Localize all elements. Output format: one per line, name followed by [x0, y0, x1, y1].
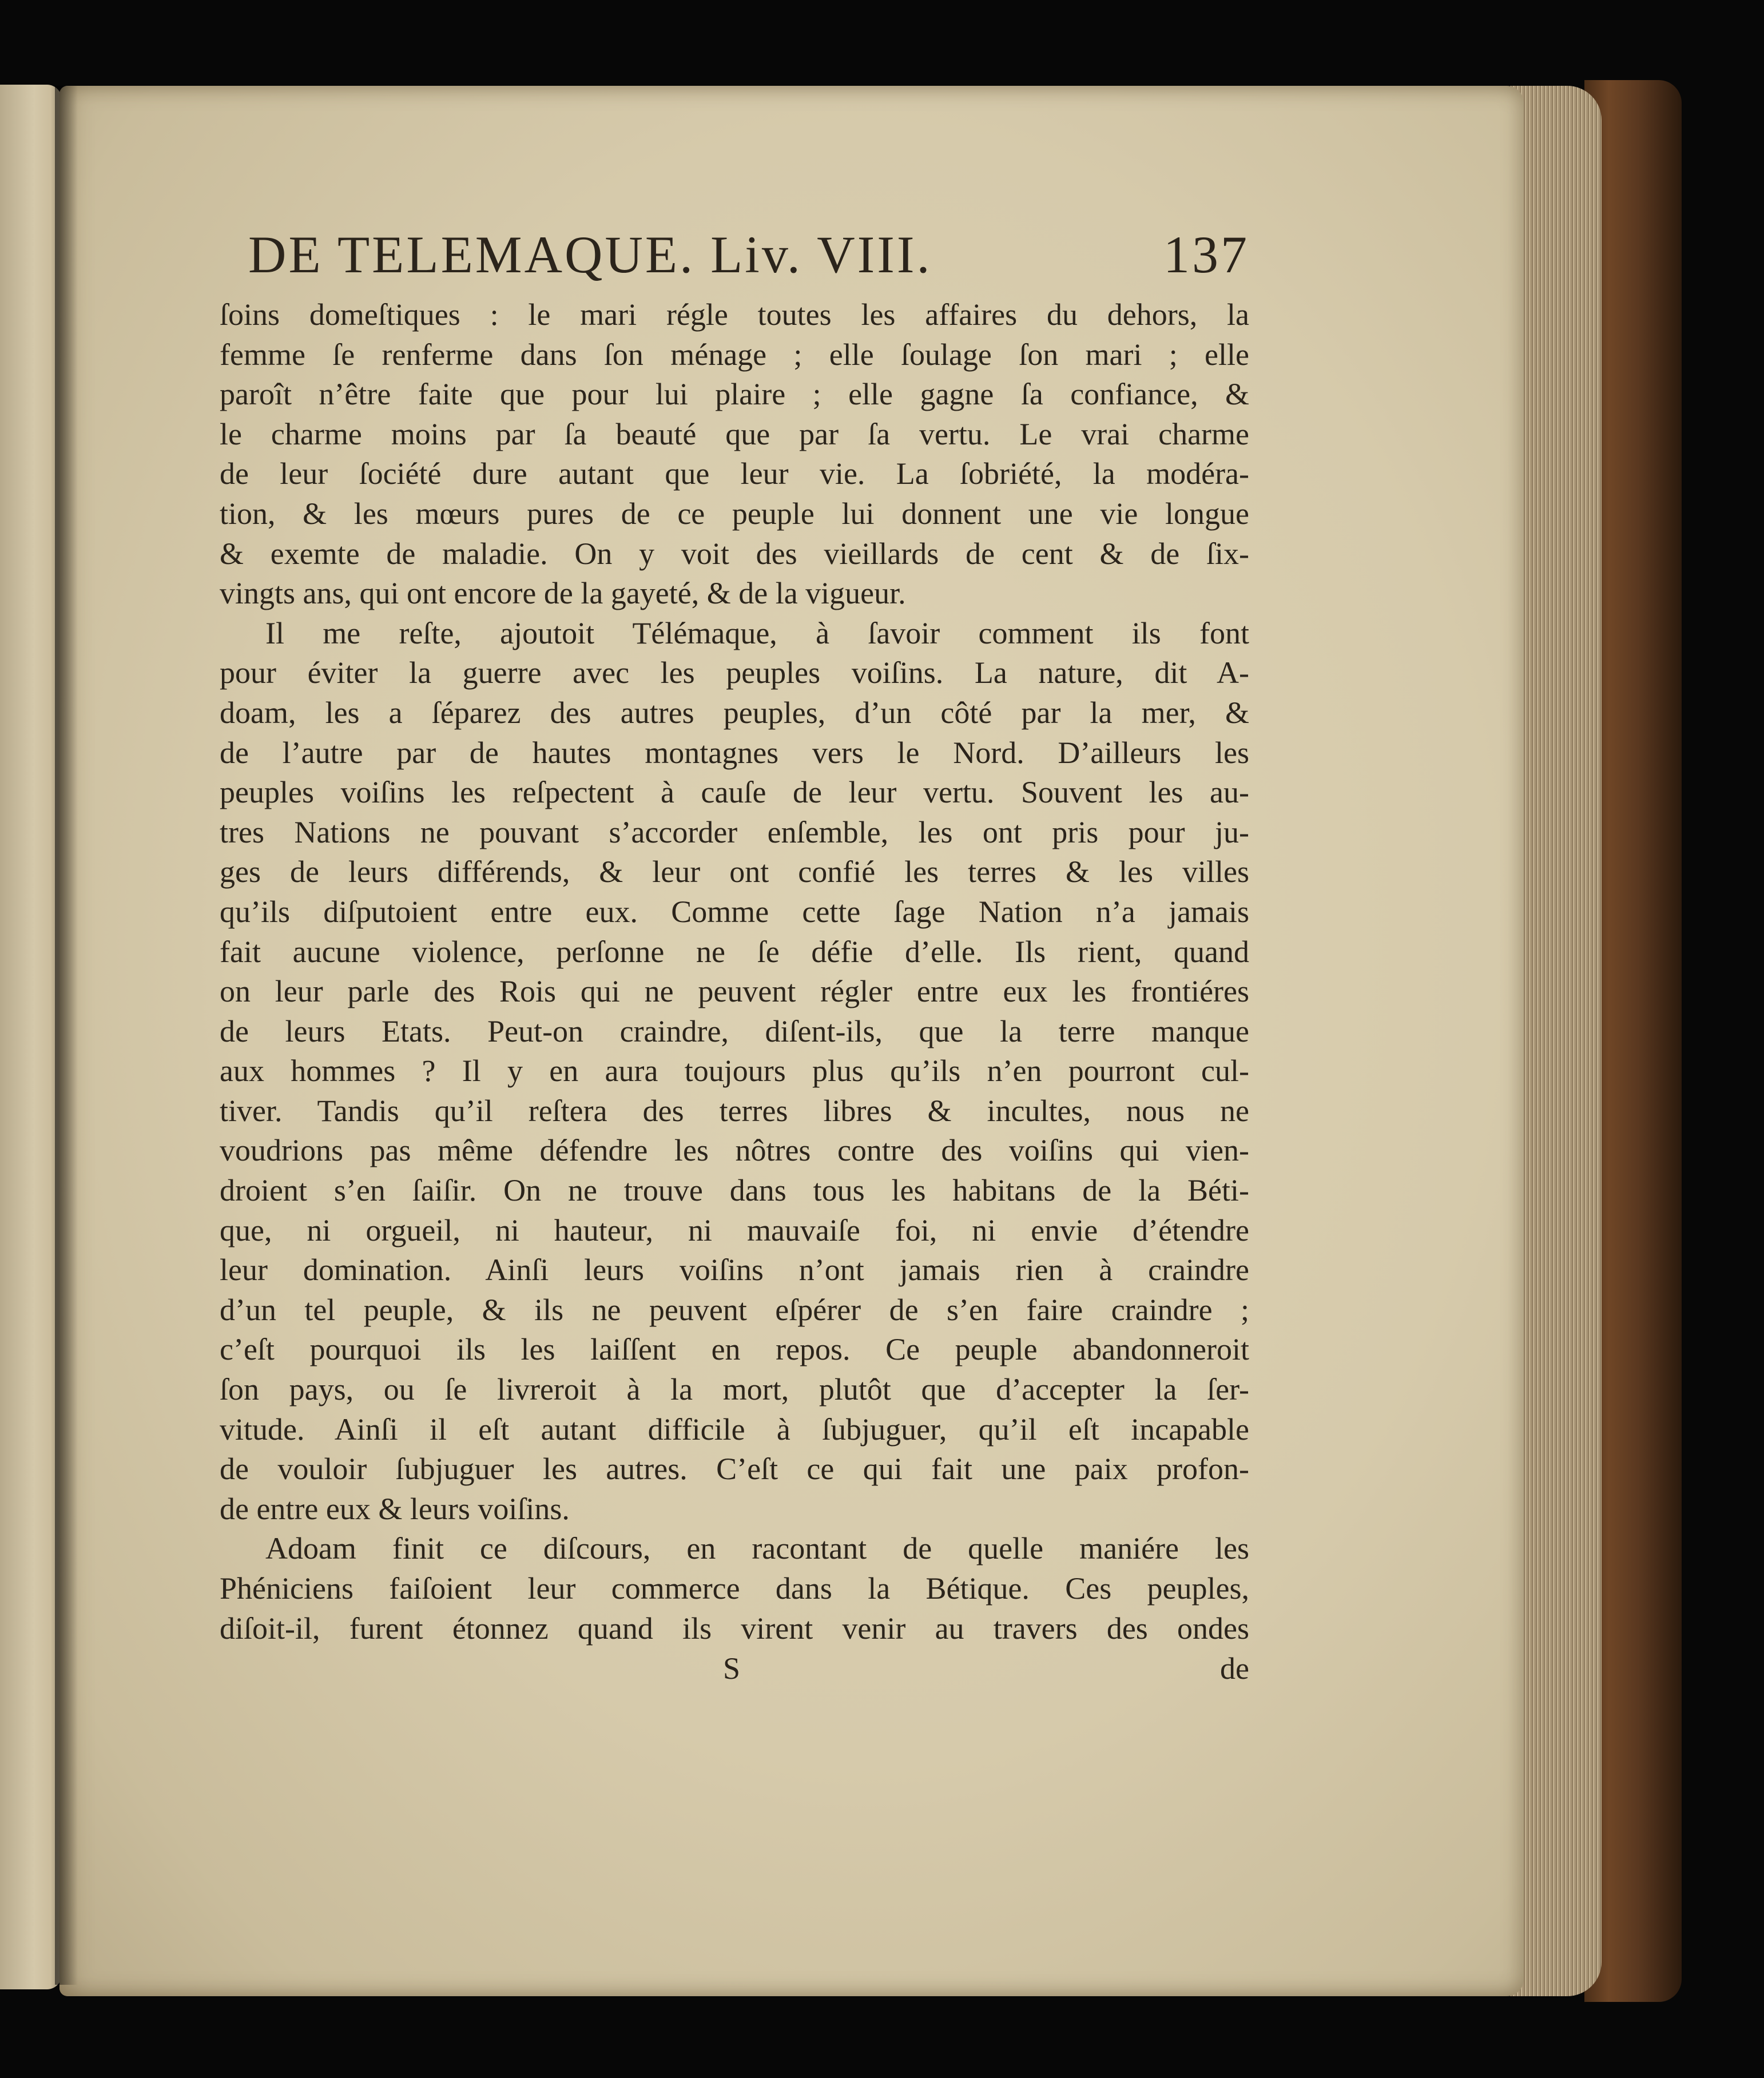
catchword: de: [1220, 1651, 1249, 1686]
text-line: leur domination. Ainſi leurs voiſins n’ont jamais rien à craindre: [220, 1253, 1249, 1288]
text-line: de leurs Etats. Peut-on craindre, diſent-ils, que la terre manque: [220, 1014, 1249, 1048]
text-line: peuples voiſins les reſpectent à cauſe de leur vertu. Souvent les au-: [220, 775, 1249, 810]
text-line: tion, & les mœurs pures de ce peuple lui donnent une vie longue: [220, 496, 1249, 531]
text-line: pour éviter la guerre avec les peuples voiſins. La nature, dit A-: [220, 655, 1249, 690]
text-line: de vouloir ſubjuguer les autres. C’eſt ce qui fait une paix profon-: [220, 1452, 1249, 1487]
text-line: ges de leurs différends, & leur ont confié les terres & les villes: [220, 855, 1249, 889]
text-line: c’eſt pourquoi ils les laiſſent en repos. Ce peuple abandonneroit: [220, 1332, 1249, 1367]
text-line: aux hommes ? Il y en aura toujours plus qu’ils n’en pourront cul-: [220, 1054, 1249, 1088]
text-line: tres Nations ne pouvant s’accorder enſemble, les ont pris pour ju-: [220, 814, 1249, 849]
signature-mark: S: [723, 1651, 741, 1686]
body-text: [220, 295, 1249, 1648]
text-line: qu’ils diſputoient entre eux. Comme cette ſage Nation n’a jamais: [220, 894, 1249, 929]
text-line: Phéniciens faiſoient leur commerce dans la Bétique. Ces peuples,: [220, 1571, 1249, 1606]
text-line: droient s’en ſaiſir. On ne trouve dans tous les habitans de la Béti-: [220, 1173, 1249, 1208]
text-line: Adoam finit ce diſcours, en racontant de quelle maniére les: [265, 1531, 1249, 1566]
book-page: [59, 86, 1524, 1996]
text-line: diſoit-il, furent étonnez quand ils virent venir au travers des ondes: [220, 1611, 1249, 1646]
text-line: vitude. Ainſi il eſt autant difficile à ſubjuguer, qu’il eſt incapable: [220, 1412, 1249, 1447]
text-line: ſoins domeſtiques : le mari régle toutes les affaires du dehors, la: [220, 297, 1249, 332]
page-number: 137: [1163, 225, 1249, 284]
text-line: femme ſe renferme dans ſon ménage ; elle ſoulage ſon mari ; elle: [220, 337, 1249, 372]
text-line: que, ni orgueil, ni hauteur, ni mauvaiſe foi, ni envie d’étendre: [220, 1213, 1249, 1247]
text-block: [220, 217, 1249, 1688]
running-title: DE TELEMAQUE. Liv. VIII.: [248, 225, 932, 284]
text-line: tiver. Tandis qu’il reſtera des terres libres & incultes, nous ne: [220, 1093, 1249, 1128]
left-page-edge: [0, 85, 62, 1989]
running-head: [220, 217, 1249, 292]
text-line: on leur parle des Rois qui ne peuvent régler entre eux les frontiéres: [220, 974, 1249, 1009]
page-footer: [220, 1648, 1249, 1688]
text-line: vingts ans, qui ont encore de la gayeté, & de la vigueur.: [220, 576, 906, 611]
text-line: le charme moins par ſa beauté que par ſa vertu. Le vrai charme: [220, 416, 1249, 451]
text-line: de leur ſociété dure autant que leur vie. La ſobriété, la modéra-: [220, 456, 1249, 491]
text-line: paroît n’être faite que pour lui plaire ; elle gagne ſa confiance, &: [220, 377, 1249, 412]
text-line: doam, les a ſéparez des autres peuples, d’un côté par la mer, &: [220, 695, 1249, 730]
text-line: Il me reſte, ajoutoit Télémaque, à ſavoir comment ils font: [265, 615, 1249, 650]
text-line: d’un tel peuple, & ils ne peuvent eſpérer de s’en faire craindre ;: [220, 1292, 1249, 1327]
text-line: de l’autre par de hautes montagnes vers le Nord. D’ailleurs les: [220, 735, 1249, 770]
text-line: fait aucune violence, perſonne ne ſe défie d’elle. Ils rient, quand: [220, 934, 1249, 969]
text-line: voudrions pas même défendre les nôtres contre des voiſins qui vien-: [220, 1133, 1249, 1168]
text-line: de entre eux & leurs voiſins.: [220, 1491, 570, 1526]
gutter-shadow: [55, 86, 78, 1985]
text-line: ſon pays, ou ſe livreroit à la mort, plutôt que d’accepter la ſer-: [220, 1372, 1249, 1407]
text-line: & exemte de maladie. On y voit des vieillards de cent & de ſix-: [220, 536, 1249, 571]
page-edges: [1510, 86, 1602, 1996]
